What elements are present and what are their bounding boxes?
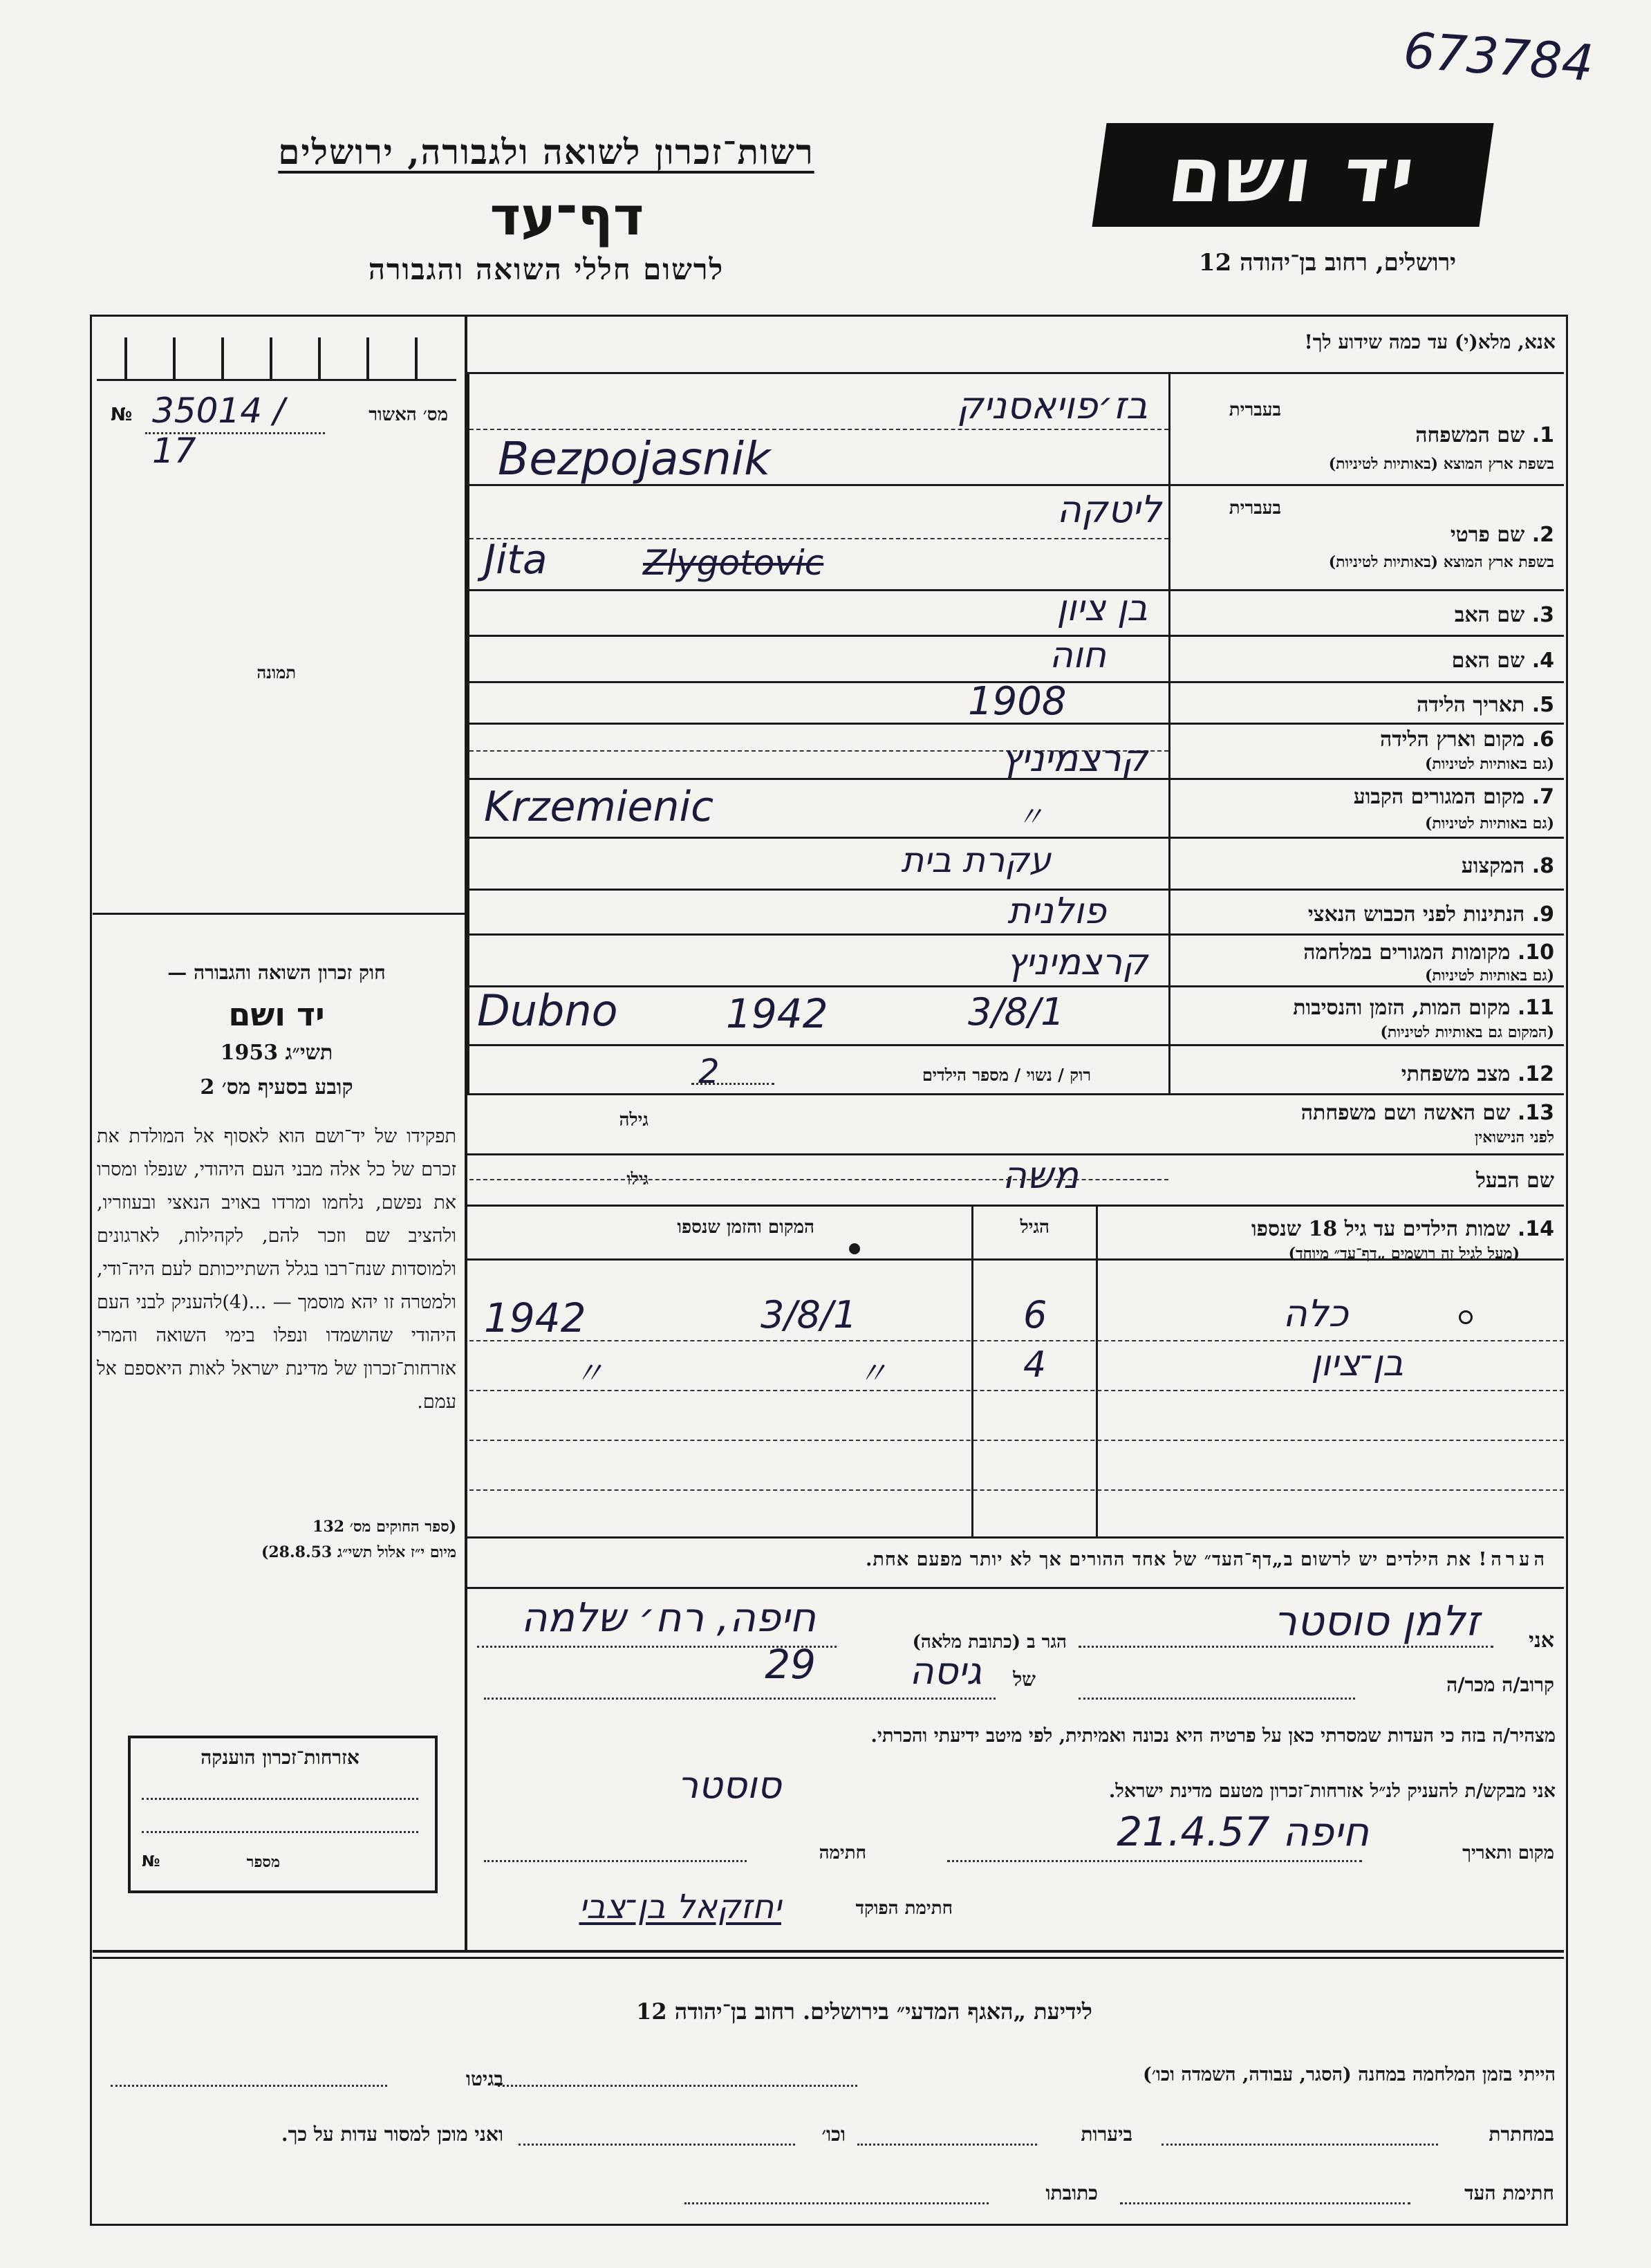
footer-line-1: הייתי בזמן המלחמה במחנה (הסגר, עבודה, השמדה וכו׳) <box>1143 2064 1556 2085</box>
f4-label <box>1452 649 1554 673</box>
f2-label <box>1451 523 1554 547</box>
law-year: תשי״ג 1953 <box>220 1041 333 1065</box>
logo-text: יד ושם <box>1163 131 1423 219</box>
etc-label: וכו׳ <box>821 2123 846 2146</box>
f1-num: 1. <box>1531 423 1554 447</box>
f14-label-text: שמות הילדים עד גיל 18 שנספו <box>1251 1217 1511 1241</box>
f3-num: 3. <box>1531 603 1554 627</box>
f11-label <box>1293 996 1554 1020</box>
note <box>484 1549 1549 1570</box>
f5-value: 1908 <box>968 679 1067 724</box>
row-rule-11 <box>467 1044 1564 1046</box>
f14-place-header: המקום והזמן שנספו <box>677 1217 814 1238</box>
citizenship-no-symbol: № <box>142 1853 160 1870</box>
f2-hebrew-tag: בעברית <box>1229 498 1281 519</box>
f9-label-text: הנתינות לפני הכבוש הנאצי <box>1307 902 1525 927</box>
f11-place: Dubno <box>477 985 618 1036</box>
f12-label-text: מצב משפחתי <box>1401 1062 1511 1086</box>
footer-etc-line <box>519 2144 795 2146</box>
f14-num: 14. <box>1517 1217 1554 1241</box>
f6-value: קרצמיניץ <box>1000 736 1148 780</box>
f9-num: 9. <box>1531 902 1554 927</box>
f14-bottom-rule <box>467 1536 1564 1539</box>
left-panel-outer <box>93 913 465 915</box>
approval-value: 35014 / 17 <box>152 391 285 471</box>
law-clause: קובע בסעיף מס׳ 2 <box>200 1075 353 1099</box>
footer-forest-line <box>857 2144 1037 2146</box>
f11-sub: (המקום גם באותיות לטיניות) <box>1380 1023 1554 1041</box>
declaration: מצהיר/ה בזה כי העדות שמסרתי כאן על פרטיה היא נכונה ואמיתית, לפי מיטב ידיעתי והכרתי. <box>870 1725 1556 1747</box>
f7-num: 7. <box>1531 785 1554 809</box>
f13-husband-value: משה <box>1002 1153 1079 1197</box>
f6-num: 6. <box>1531 727 1554 752</box>
address-value: חיפה, רח׳ שלמה 29 <box>521 1594 816 1688</box>
approval-comb <box>97 325 456 380</box>
child-1-age: 6 <box>1023 1293 1047 1337</box>
f2-latin-value: Jita <box>484 536 548 583</box>
f4-value: חוה <box>1049 635 1106 676</box>
f11-num: 11. <box>1517 996 1554 1020</box>
child-1-year: 1942 <box>484 1294 586 1341</box>
witness-address-label: כתובתו <box>1045 2182 1098 2204</box>
note-text: את הילדים יש לרשום ב„דף־העד״ של אחד ההורים אך לא יותר מפעם אחת. <box>866 1549 1472 1570</box>
f11-label-text: מקום המות, הזמן והנסיבות <box>1293 996 1511 1020</box>
f9-label <box>1308 902 1554 927</box>
note-rule <box>467 1587 1564 1589</box>
f7-label-text: מקום המגורים הקבוע <box>1353 785 1525 809</box>
f7-value: Krzemienic <box>484 783 714 831</box>
i-label: אני <box>1529 1628 1554 1653</box>
f14-col-name-left <box>1096 1205 1098 1536</box>
f14-row-line-1 <box>469 1340 1564 1341</box>
f13-label-text: שם האשה ושם משפחתה <box>1300 1101 1511 1125</box>
f1-label-text: שם המשפחה <box>1415 423 1525 447</box>
approval-label: מס׳ האשור <box>369 405 448 425</box>
child-2-year: 〃 <box>574 1356 604 1391</box>
signature-line <box>484 1860 747 1862</box>
address-line: ירושלים, רחוב בן־יהודה 12 <box>1198 249 1457 277</box>
f7-latin-tag: (גם באותיות לטיניות) <box>1424 815 1554 833</box>
f5-label <box>1417 693 1554 717</box>
f11-year: 1942 <box>726 990 828 1037</box>
of-label: של <box>1013 1668 1036 1691</box>
row-rule-9 <box>467 933 1564 936</box>
footer-rule-top <box>93 1950 1564 1953</box>
f8-label-text: המקצוע <box>1461 854 1525 878</box>
f7-ditto: 〃 <box>1016 801 1044 833</box>
forest-label: ביערות <box>1081 2123 1132 2146</box>
f1-hebrew-tag: בעברית <box>1229 400 1281 420</box>
f9-value: פולנית <box>1007 891 1106 932</box>
f13-num: 13. <box>1517 1101 1554 1125</box>
organization-line: רשות־זכרון לשואה ולגבורה, ירושלים <box>278 131 814 172</box>
f10-num: 10. <box>1517 940 1554 965</box>
f2-hebrew-value: ליטקה <box>1056 487 1162 531</box>
footer-ghetto-line <box>111 2085 387 2087</box>
child-1-dot <box>1459 1310 1473 1324</box>
f1-label <box>1415 423 1554 447</box>
f14-col-age-left <box>971 1205 973 1536</box>
f10-value: קרצמיניץ <box>1006 942 1148 983</box>
yad-vashem-logo <box>1092 123 1493 227</box>
citizenship-box-title: אזרחות־זכרון הוענקה <box>200 1746 360 1769</box>
place-date-label: מקום ותאריך <box>1462 1843 1554 1863</box>
archive-id-handwritten: 673784 <box>1401 21 1596 93</box>
f1-latin-value: Bezpojasnik <box>498 432 771 485</box>
note-label: הערה! <box>1478 1549 1549 1570</box>
child-2-name: בן־ציון <box>1311 1343 1403 1384</box>
f14-bullet <box>849 1243 860 1254</box>
f6-latin-tag: (גם באותיות לטיניות) <box>1424 755 1554 773</box>
f13-age-label: גילה <box>619 1110 649 1131</box>
declarant-name: זלמן סוסטר <box>1273 1597 1480 1646</box>
row-rule-10 <box>467 985 1564 987</box>
child-2-date: 〃 <box>857 1356 888 1391</box>
citizenship-line-1 <box>142 1798 418 1800</box>
witness-sig-line <box>1120 2202 1410 2204</box>
law-text: תפקידו של יד־ושם הוא לאסוף אל המולדת את זכרם של כל אלה מבני העם היהודי, שנפלו ומסרו את נפשם, נלחמו ומרדו באויב הנאצי ובעוזריו, ולהציב שם וזכר להם, לקהילות, לארגונים ולמוסדות שנח־רבו בגלל השתייכותם לעם היה־ודי, ולמטרה זו יהא מוסמך — ...(4)להעניק לבני העם היהודי שהושמדו ונפלו בימי השואה והמרי אזרחות־זכרון של מדינת ישראל לאות היאספם אל עמם. <box>97 1126 456 1413</box>
footer-underground-line <box>1162 2144 1438 2146</box>
officer-value: יחזקאל בן־צבי <box>579 1888 781 1926</box>
footer-camp-line <box>498 2085 857 2087</box>
f8-value: עקרת בית <box>901 840 1051 880</box>
f12-options: רוק / נשוי / מספר הילדים <box>922 1065 1091 1085</box>
ready-text: ואני מוכן למסור עדות על כך. <box>281 2123 503 2146</box>
f6-label <box>1380 727 1554 752</box>
f12-num: 12. <box>1517 1062 1554 1086</box>
instruction-rule <box>467 372 1564 374</box>
f4-num: 4. <box>1531 649 1554 673</box>
f14-label <box>1251 1217 1554 1241</box>
f2-foreign-tag: בשפת ארץ המוצא (באותיות לטיניות) <box>1328 553 1554 571</box>
f2-label-text: שם פרטי <box>1450 523 1525 547</box>
f5-num: 5. <box>1531 693 1554 717</box>
row-rule-12 <box>467 1093 1564 1095</box>
f3-value: בן ציון <box>1056 588 1148 629</box>
row-rule-14 <box>467 1205 1564 1207</box>
f1-hebrew-value: בז׳פויאסניק <box>956 384 1148 427</box>
f14-age-header: הגיל <box>1020 1217 1050 1238</box>
form-subtitle: לרשום חללי השואה והגבורה <box>368 252 725 286</box>
child-1-name: כלה <box>1282 1292 1348 1335</box>
child-1-date: 3/8/1 <box>761 1293 857 1337</box>
f7-label <box>1354 785 1554 809</box>
address-line <box>477 1646 837 1648</box>
f14-row-line-3 <box>469 1440 1564 1441</box>
place-date-value: חיפה 21.4.57 <box>1117 1808 1369 1855</box>
signature-label: חתימה <box>819 1843 866 1863</box>
relation-label: קרוב/ה מכר/ה <box>1446 1673 1554 1696</box>
f3-label-text: שם האב <box>1454 603 1525 627</box>
row-rule-7 <box>467 837 1564 839</box>
f13-sub: לפני הנישואין <box>1474 1128 1554 1146</box>
address-label: הגר ב (כתובת מלאה) <box>912 1632 1067 1653</box>
f14-row-line-2 <box>469 1390 1564 1391</box>
f4-label-text: שם האם <box>1451 649 1525 673</box>
f2-split <box>469 538 1168 539</box>
f10-latin-tag: (גם באותיות לטיניות) <box>1424 967 1554 985</box>
footer-title: לידיעת „האגף המדעי״ בירושלים. רחוב בן־יהודה 12 <box>636 1998 1092 2025</box>
f11-date: 3/8/1 <box>968 990 1065 1034</box>
f13-split <box>469 1179 1168 1180</box>
f1-foreign-tag: בשפת ארץ המוצא (באותיות לטיניות) <box>1328 455 1554 473</box>
photo-label: תמונה <box>256 662 296 682</box>
f2-num: 2. <box>1531 523 1554 547</box>
law-ref-1: (ספר החוקים מס׳ 132 <box>313 1518 456 1536</box>
f3-label <box>1455 603 1554 627</box>
f13-label <box>1301 1101 1554 1125</box>
ghetto-label: בגיטו <box>465 2067 503 2090</box>
relation-value: גיסה <box>909 1649 982 1693</box>
f10-label <box>1303 940 1554 965</box>
law-ref-2: מיום י״ז אלול תשי״ג 28.8.53) <box>261 1543 456 1561</box>
f2-struck-value: Zlygotovic <box>643 543 824 583</box>
f12-label <box>1401 1062 1554 1086</box>
place-date-line <box>947 1860 1362 1862</box>
relation-line <box>1079 1698 1355 1700</box>
witness-signature-label: חתימת העד <box>1464 2182 1554 2204</box>
footer-rule-2 <box>93 1957 1564 1959</box>
f12-children-count: 2 <box>698 1052 720 1091</box>
witness-address-line <box>684 2202 989 2204</box>
law-title: חוק זכרון השואה והגבורה — <box>167 961 386 984</box>
officer-label: חתימת הפוקד <box>855 1898 953 1919</box>
of-line <box>484 1698 996 1700</box>
f5-label-text: תאריך הלידה <box>1417 693 1525 717</box>
declarant-name-line <box>1079 1646 1493 1648</box>
instruction: אנא, מלא(י) עד כמה שידוע לך! <box>1304 331 1556 353</box>
child-2-age: 4 <box>1023 1344 1047 1386</box>
law-name: יד ושם <box>228 996 325 1033</box>
request: אני מבקש/ת להעניק לנ״ל אזרחות־זכרון מטעם מדינת ישראל. <box>1108 1781 1556 1802</box>
approval-line <box>145 432 325 434</box>
citizenship-number-label: מספר <box>246 1853 280 1871</box>
f8-label <box>1462 854 1554 878</box>
f13-husband-age-label: גילו <box>626 1169 649 1189</box>
underground-label: במחתרת <box>1489 2123 1554 2146</box>
citizenship-line-2 <box>142 1831 418 1833</box>
form-title: דף־עד <box>489 185 644 247</box>
f8-num: 8. <box>1531 854 1554 878</box>
signature-value: סוסטר <box>677 1763 781 1807</box>
f10-label-text: מקומות המגורים במלחמה <box>1303 940 1511 965</box>
f12-count-line <box>691 1083 774 1085</box>
f1-split <box>469 429 1168 430</box>
f13-husband-label: שם הבעל <box>1475 1169 1554 1193</box>
f14-row-line-4 <box>469 1489 1564 1491</box>
f6-label-text: מקום וארץ הלידה <box>1379 727 1525 752</box>
f14-sub: (מעל לגיל זה רושמים „דף־עד״ מיוחד) <box>1288 1245 1520 1263</box>
approval-no-symbol: № <box>111 405 133 425</box>
